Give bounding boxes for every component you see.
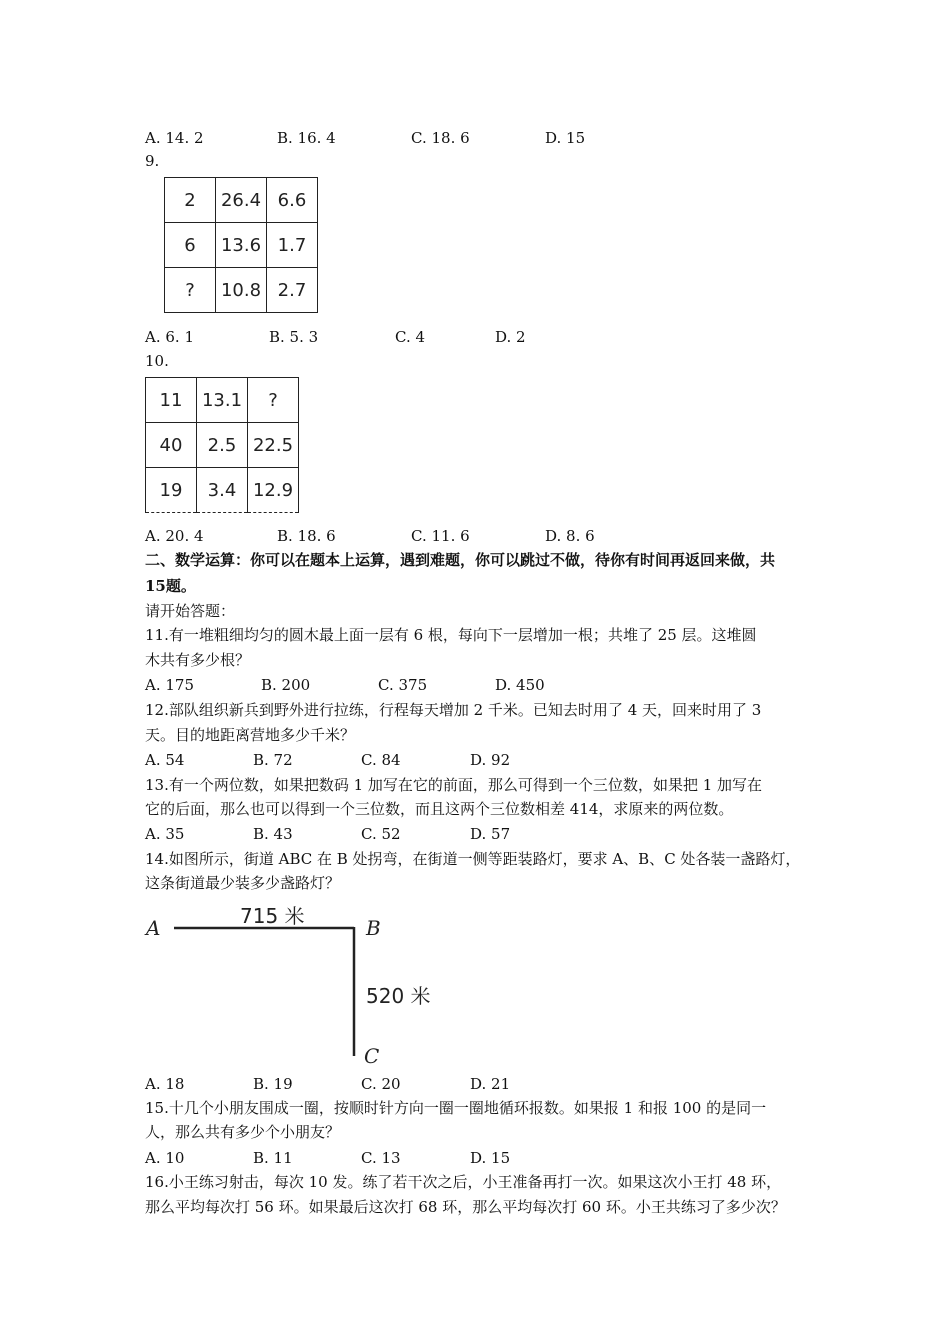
q11-text-line1: 11.有一堆粗细均匀的圆木最上面一层有 6 根，每向下一层增加一根；共堆了 25 层。这堆圆 — [145, 626, 757, 644]
q9-grid — [164, 177, 318, 313]
q10-cell: 11 — [146, 378, 197, 423]
q12-option-a: A. 54 — [145, 751, 185, 769]
q14-text-line2: 这条街道最少装多少盏路灯？ — [145, 874, 341, 892]
q14-text-line1: 14.如图所示，街道 ABC 在 B 处拐弯，在街道一侧等距装路灯，要求 A、B、C 处各装一盏路灯， — [145, 850, 801, 868]
q13-option-d: D. 57 — [470, 825, 511, 843]
q14-option-a: A. 18 — [145, 1075, 185, 1093]
q10-grid — [145, 377, 299, 513]
point-c-label: C — [364, 1044, 380, 1068]
q10-cell: 19 — [146, 468, 197, 513]
q10-cell: ? — [248, 378, 299, 423]
q10-grid-row — [146, 423, 299, 468]
q9-grid-row — [165, 223, 318, 268]
q13-option-c: C. 52 — [361, 825, 401, 843]
q11-option-c: C. 375 — [378, 676, 428, 694]
q11-text-line2: 木共有多少根？ — [145, 651, 251, 669]
q8-option-c: C. 18. 6 — [411, 129, 470, 147]
q10-option-c: C. 11. 6 — [411, 527, 470, 545]
q9-cell: 13.6 — [216, 223, 267, 268]
q10-option-a: A. 20. 4 — [145, 527, 204, 545]
q16-text-line1: 16.小王练习射击，每次 10 发。练了若干次之后，小王准备再打一次。如果这次小王打 48 环， — [145, 1173, 782, 1191]
q12-text-line2: 天。目的地距离营地多少千米？ — [145, 726, 356, 744]
q10-cell: 13.1 — [197, 378, 248, 423]
q9-cell: ? — [165, 268, 216, 313]
street-diagram — [140, 898, 460, 1068]
q14-option-d: D. 21 — [470, 1075, 511, 1093]
q9-cell: 6.6 — [267, 178, 318, 223]
q9-number: 9. — [145, 152, 160, 170]
q10-number: 10. — [145, 352, 169, 370]
q14-option-c: C. 20 — [361, 1075, 401, 1093]
q10-cell: 3.4 — [197, 468, 248, 513]
q10-option-d: D. 8. 6 — [545, 527, 595, 545]
q16-text-line2: 那么平均每次打 56 环。如果最后这次打 68 环，那么平均每次打 60 环。小王共练习了多少次？ — [145, 1198, 786, 1216]
q8-option-d: D. 15 — [545, 129, 586, 147]
q15-option-b: B. 11 — [253, 1149, 293, 1167]
q10-grid-row — [146, 468, 299, 513]
q10-cell: 12.9 — [248, 468, 299, 513]
q10-option-b: B. 18. 6 — [277, 527, 336, 545]
q9-grid-row — [165, 268, 318, 313]
q11-option-a: A. 175 — [145, 676, 194, 694]
bc-length-label: 520 米 — [366, 984, 431, 1008]
ab-length-label: 715 米 — [240, 904, 305, 928]
q12-option-b: B. 72 — [253, 751, 293, 769]
q11-option-d: D. 450 — [495, 676, 545, 694]
q9-cell: 6 — [165, 223, 216, 268]
q9-option-a: A. 6. 1 — [145, 328, 194, 346]
q13-text-line1: 13.有一个两位数，如果把数码 1 加写在它的前面，那么可得到一个三位数，如果把 1 加写在 — [145, 776, 763, 794]
q13-text-line2: 它的后面，那么也可以得到一个三位数，而且这两个三位数相差 414，求原来的两位数。 — [145, 800, 734, 818]
point-a-label: A — [146, 916, 161, 940]
q9-cell: 10.8 — [216, 268, 267, 313]
q9-grid-row — [165, 178, 318, 223]
section2-heading-line2: 15题。 — [145, 577, 196, 595]
point-b-label: B — [366, 916, 381, 940]
q9-cell: 26.4 — [216, 178, 267, 223]
q15-option-a: A. 10 — [145, 1149, 185, 1167]
q9-cell: 2.7 — [267, 268, 318, 313]
q15-text-line1: 15.十几个小朋友围成一圈，按顺时针方向一圈一圈地循环报数。如果报 1 和报 100 的是同一 — [145, 1099, 767, 1117]
q9-option-d: D. 2 — [495, 328, 526, 346]
q12-option-d: D. 92 — [470, 751, 511, 769]
q8-option-a: A. 14. 2 — [145, 129, 204, 147]
q10-grid-row — [146, 378, 299, 423]
q10-cell: 22.5 — [248, 423, 299, 468]
q13-option-b: B. 43 — [253, 825, 293, 843]
q15-option-c: C. 13 — [361, 1149, 401, 1167]
q9-option-b: B. 5. 3 — [269, 328, 319, 346]
q15-text-line2: 人，那么共有多少个小朋友？ — [145, 1123, 341, 1141]
q15-option-d: D. 15 — [470, 1149, 511, 1167]
q14-option-b: B. 19 — [253, 1075, 293, 1093]
section2-heading-line1: 二、数学运算：你可以在题本上运算，遇到难题，你可以跳过不做，待你有时间再返回来做，共 — [145, 551, 776, 569]
q10-cell: 2.5 — [197, 423, 248, 468]
q9-option-c: C. 4 — [395, 328, 426, 346]
q8-option-b: B. 16. 4 — [277, 129, 336, 147]
section2-start: 请开始答题： — [145, 602, 236, 620]
q12-option-c: C. 84 — [361, 751, 401, 769]
q11-option-b: B. 200 — [261, 676, 311, 694]
q9-cell: 1.7 — [267, 223, 318, 268]
q9-cell: 2 — [165, 178, 216, 223]
q10-cell: 40 — [146, 423, 197, 468]
q13-option-a: A. 35 — [145, 825, 185, 843]
q12-text-line1: 12.部队组织新兵到野外进行拉练，行程每天增加 2 千米。已知去时用了 4 天，回来时用了 3 — [145, 701, 762, 719]
